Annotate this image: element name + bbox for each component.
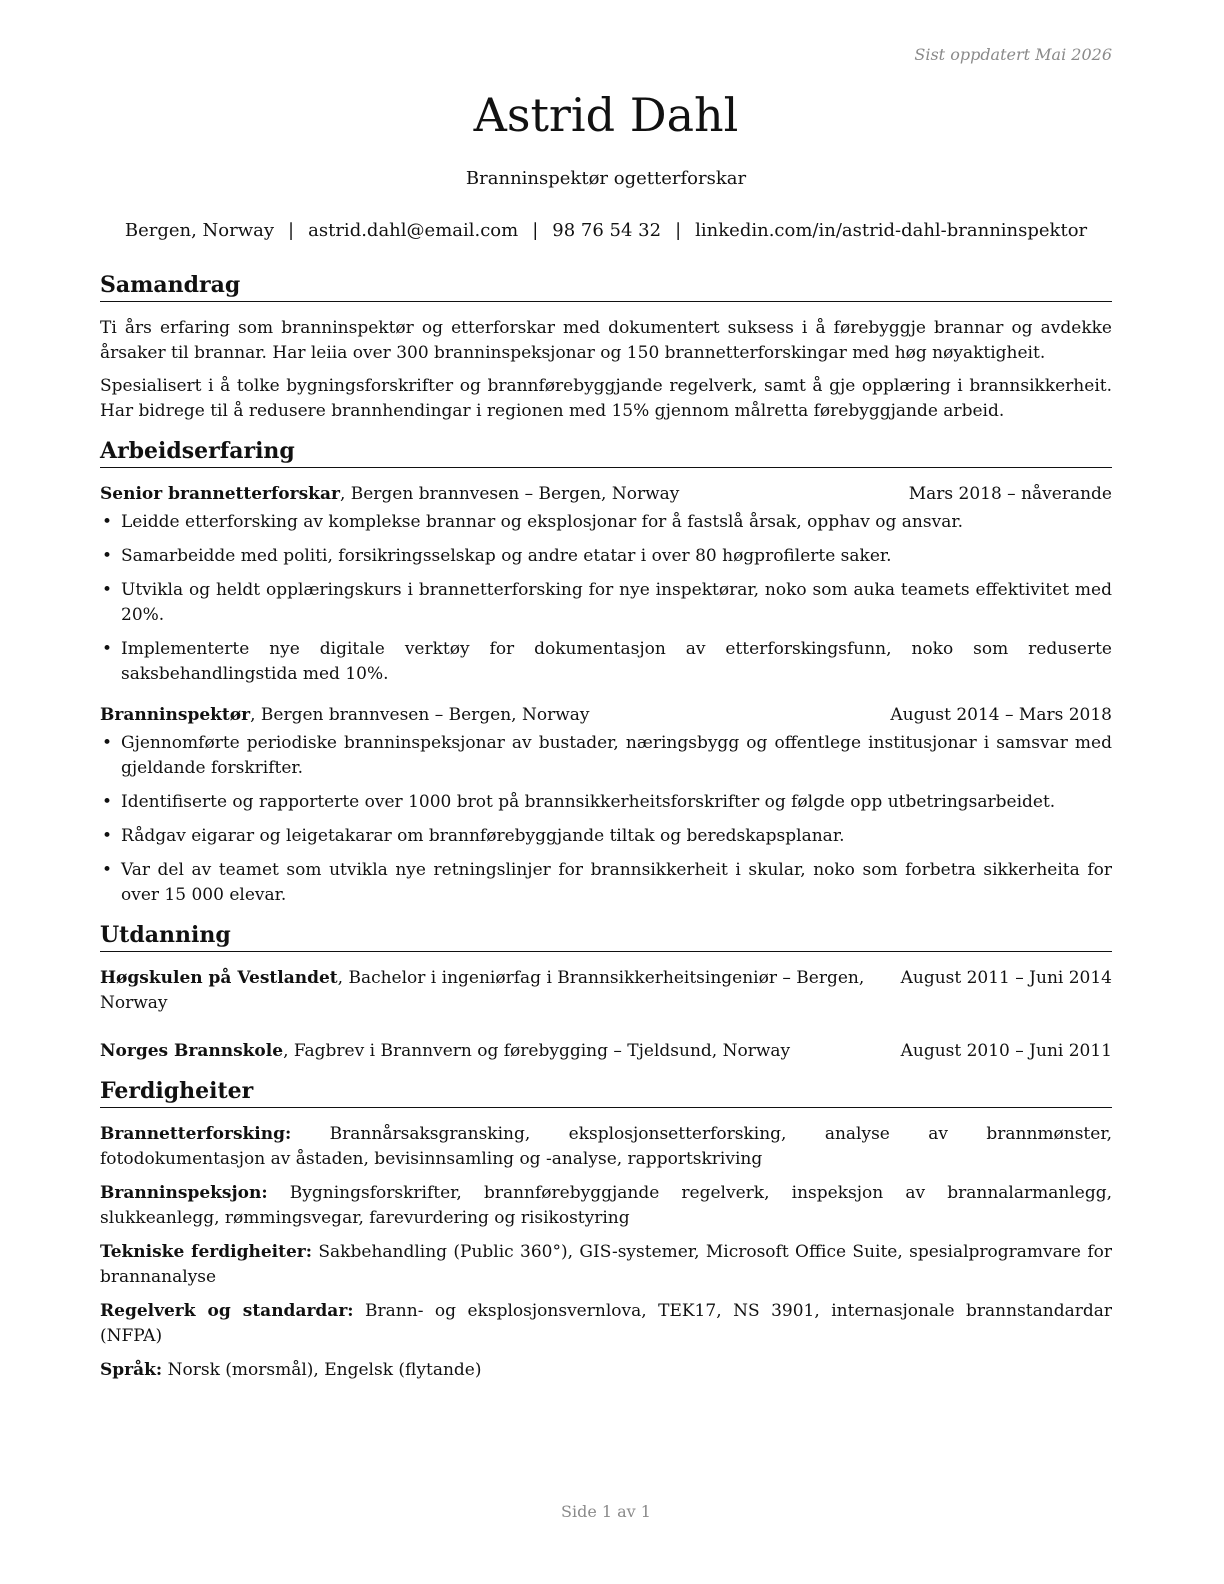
summary-paragraph: Ti års erfaring som branninspektør og etterforskar med dokumentert suksess i å førebyggje brannar og avdekke årsaker til brannar. Har leiia over 300 branninspeksjonar og 150 brannetterforskingar med høg nøyaktigheit. [100, 318, 1112, 363]
section-title-summary: Samandrag [100, 270, 1112, 302]
education-header [100, 1039, 1112, 1064]
skill-item [100, 1358, 1112, 1383]
skill-text: Brannårsaksgransking, eksplosjonsetterforsking, analyse av brannmønster, fotodokumentasjon av åstaden, bevisinnsamling og -analyse, rapportskriving [100, 1124, 1112, 1169]
job-header [100, 703, 1112, 728]
summary-paragraph: Spesialisert i å tolke bygningsforskrifter og brannførebyggjande regelverk, samt å gje opplæring i brannsikkerheit. Har bidrege til å redusere brannhendingar i regionen med 15% gjennom målretta førebyggjande arbeid. [100, 376, 1112, 421]
skill-item [100, 1181, 1112, 1231]
skills-section [100, 1076, 1112, 1383]
job-bullet: • Implementerte nye digitale verktøy for dokumentasjon av etterforskingsfunn, noko som reduserte saksbehandlingstida med 10%. [100, 637, 1112, 687]
job-dates: Mars 2018 – nåverande [908, 484, 1112, 504]
job-organization: , Bergen brannvesen – Bergen, Norway [250, 705, 590, 725]
education-detail: , Fagbrev i Brannvern og førebygging – Tjeldsund, Norway [283, 1041, 791, 1061]
resume-content [100, 270, 1112, 1383]
candidate-name: Astrid Dahl [473, 88, 739, 142]
job-bullet: • Utvikla og heldt opplæringskurs i brannetterforsking for nye inspektørar, noko som auka teamets effektivitet med 20%. [100, 578, 1112, 628]
job-bullet: • Identifiserte og rapporterte over 1000 brot på brannsikkerheitsforskrifter og følgde opp utbetringsarbeidet. [100, 790, 1112, 815]
job-title: Senior brannetterforskar [100, 484, 340, 504]
skill-text: Norsk (morsmål), Engelsk (flytande) [162, 1360, 482, 1380]
resume-page [100, 0, 1112, 1584]
skill-item [100, 1122, 1112, 1172]
skill-label: Språk: [100, 1360, 163, 1380]
job-header [100, 482, 1112, 507]
candidate-title: Branninspektør ogetterforskar [465, 168, 747, 189]
skill-label: Regelverk og standardar: [100, 1301, 354, 1321]
contact-email[interactable]: astrid.dahl@email.com [308, 220, 519, 241]
contact-line [100, 220, 1112, 241]
skills-list [100, 1122, 1112, 1383]
job-bullets [100, 731, 1112, 908]
job-title: Branninspektør [100, 705, 251, 725]
job-bullet: • Samarbeidde med politi, forsikringsselskap og andre etatar i over 80 høgprofilerte saker. [100, 544, 1112, 569]
education-entry [100, 966, 1112, 1016]
education-school: Høgskulen på Vestlandet [100, 968, 338, 988]
experience-section [100, 436, 1112, 908]
contact-linkedin[interactable]: linkedin.com/in/astrid-dahl-branninspektor [695, 220, 1088, 241]
skill-text: Bygningsforskrifter, brannførebyggjande regelverk, inspeksjon av brannalarmanlegg, slukkeanlegg, rømmingsvegar, farevurdering og risikostyring [100, 1183, 1112, 1228]
skill-text: Sakbehandling (Public 360°), GIS-systemer, Microsoft Office Suite, spesialprogramvare for brannanalyse [100, 1242, 1112, 1287]
section-title-education: Utdanning [100, 920, 1112, 952]
skill-item [100, 1240, 1112, 1290]
job-entry [100, 703, 1112, 908]
skill-text: Brann- og eksplosjonsvernlova, TEK17, NS 3901, internasjonale brannstandardar (NFPA) [100, 1301, 1112, 1346]
contact-separator: | [675, 220, 682, 241]
education-section [100, 920, 1112, 1064]
job-entry [100, 482, 1112, 687]
skill-label: Brannetterforsking: [100, 1124, 292, 1144]
job-bullet: • Gjennomførte periodiske branninspeksjonar av bustader, næringsbygg og offentlege institusjonar i samsvar med gjeldande forskrifter. [100, 731, 1112, 781]
contact-phone: 98 76 54 32 [552, 220, 662, 241]
page-number: Side 1 av 1 [561, 1502, 651, 1521]
contact-separator: | [532, 220, 539, 241]
education-header [100, 966, 1112, 1016]
education-dates: August 2011 – Juni 2014 [900, 968, 1112, 988]
job-bullet: • Rådgav eigarar og leigetakarar om brannførebyggjande tiltak og beredskapsplanar. [100, 824, 1112, 849]
education-entry [100, 1039, 1112, 1064]
summary-section [100, 316, 1112, 424]
contact-location: Bergen, Norway [124, 220, 275, 241]
job-bullet: • Leidde etterforsking av komplekse brannar og eksplosjonar for å fastslå årsak, opphav og ansvar. [100, 510, 1112, 535]
skill-label: Branninspeksjon: [100, 1183, 268, 1203]
skill-item [100, 1299, 1112, 1349]
education-dates: August 2010 – Juni 2011 [900, 1041, 1112, 1061]
section-title-experience: Arbeidserfaring [100, 436, 1112, 468]
job-bullets [100, 510, 1112, 687]
section-title-skills: Ferdigheiter [100, 1076, 1112, 1108]
job-dates: August 2014 – Mars 2018 [890, 705, 1112, 725]
contact-separator: | [288, 220, 295, 241]
job-organization: , Bergen brannvesen – Bergen, Norway [339, 484, 680, 504]
skill-label: Tekniske ferdigheiter: [100, 1242, 313, 1262]
education-detail: , Bachelor i ingeniørfag i Brannsikkerheitsingeniør – Bergen, Norway [100, 968, 865, 1013]
job-bullet: • Var del av teamet som utvikla nye retningslinjer for brannsikkerheit i skular, noko som forbetra sikkerheita for over 15 000 elevar. [100, 858, 1112, 908]
education-school: Norges Brannskole [100, 1041, 284, 1061]
last-updated: Sist oppdatert Mai 2026 [914, 45, 1112, 64]
